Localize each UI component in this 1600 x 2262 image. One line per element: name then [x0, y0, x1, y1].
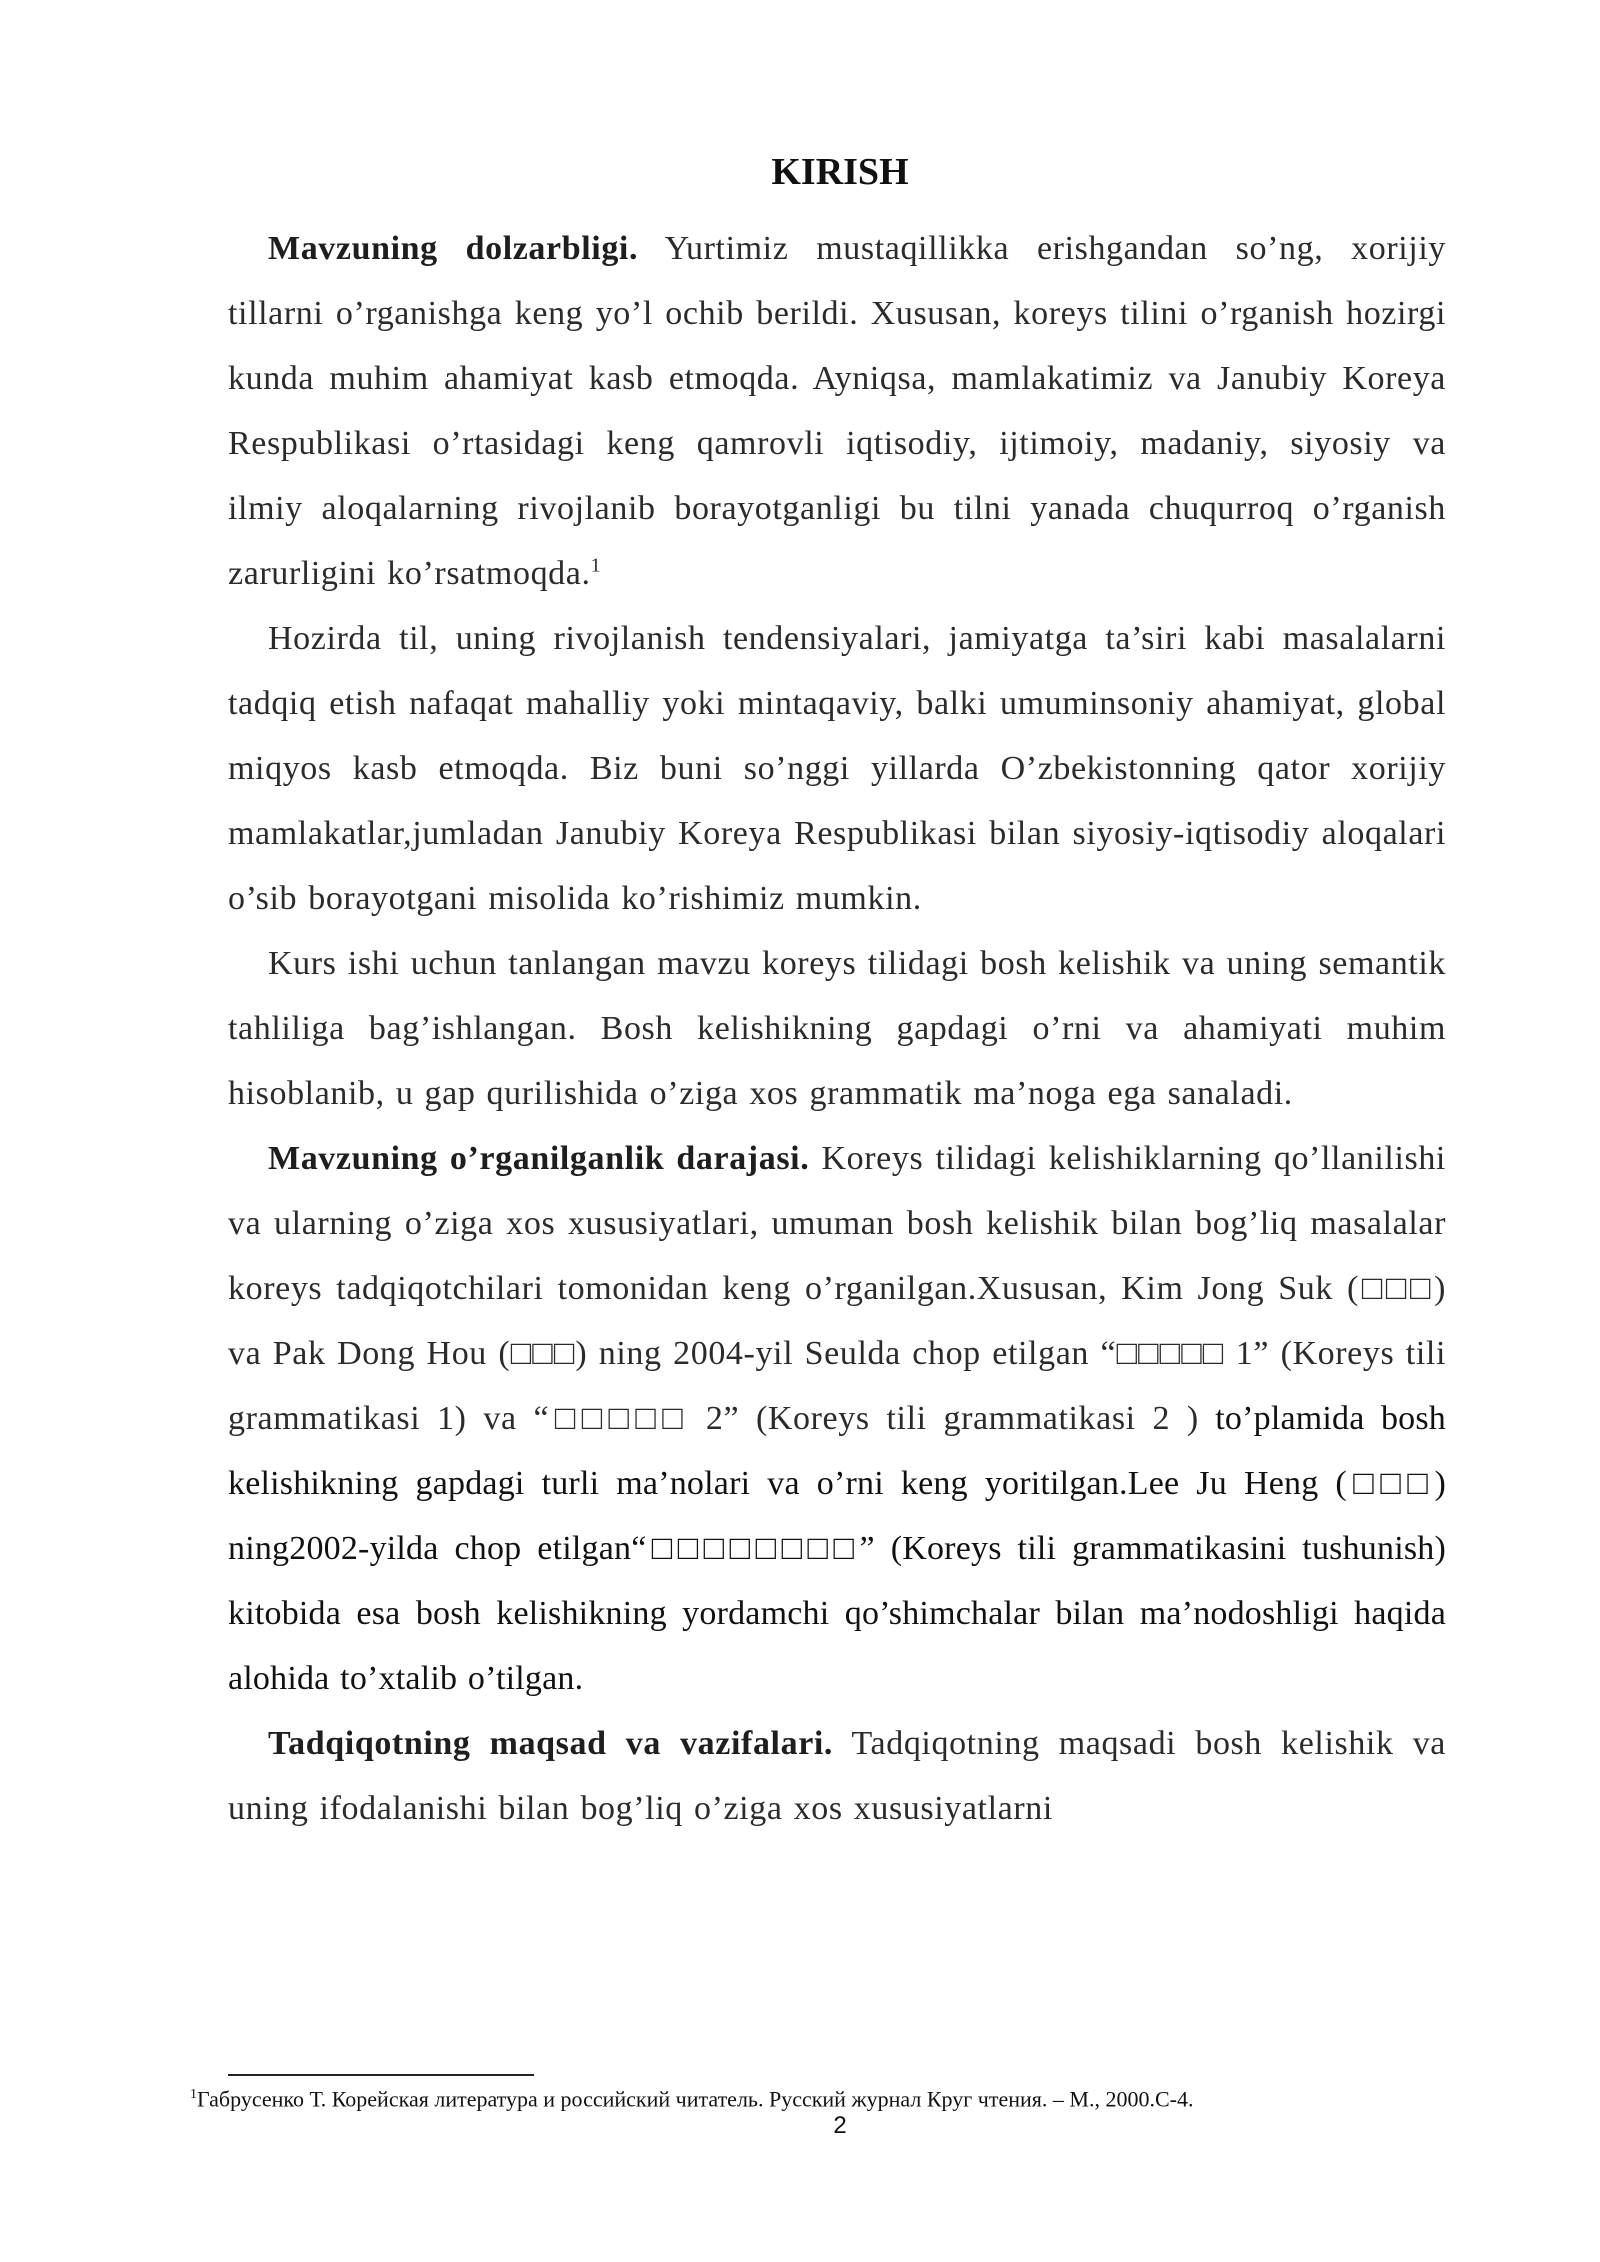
footnote-text: Габрусенко Т. Корейская литература и российский читатель. Русский журнал Круг чтения. – М., 2000.С-4.	[197, 2086, 1194, 2112]
paragraph-lead: Mavzuning o’rganilganlik darajasi.	[268, 1140, 810, 1177]
paragraph-text: Tadqiqotning maqsadi bosh kelishik va uning ifodalanishi bilan bog’liq o’ziga xos xususiyatlarni	[228, 1725, 1446, 1827]
page-number: 2	[833, 2112, 847, 2139]
footnote	[190, 2080, 1490, 2114]
paragraph-context	[228, 606, 1446, 931]
footnote-mark: 1	[190, 2087, 197, 2102]
page-title: KIRISH	[771, 151, 909, 193]
paragraph-text: Yurtimiz mustaqillikka erishgandan so’ng, xorijiy tillarni o’rganishga keng yo’l ochib berildi. Xususan, koreys tilini o’rganish hozirgi kunda muhim ahamiyat kasb etmoqda. Ayniqsa, mamlakatimiz va Janubiy Koreya Respublikasi o’rtasidagi keng qamrovli iqtisodiy, ijtimoiy, madaniy, siyosiy va ilmiy aloqalarning rivojlanib borayotganligi bu tilni yanada chuqurroq o’rganish zarurligini ko’rsatmoqda.	[228, 230, 1446, 592]
paragraph-text: Koreys tilidagi kelishiklarning qo’llanilishi va ularning o’ziga xos xususiyatlari, umuman bosh kelishik bilan bog’liq masalalar koreys tadqiqotchilari tomonidan keng o’rganilgan.Xususan, Kim Jong Suk (□□□) va Pak Dong Hou (□□□) ning 2004-yil Seulda chop etilgan “□□□□□ 1” (Koreys tili grammatikasi 1) va “□□□□□ 2” (Koreys tili grammatikasi 2 )	[228, 1140, 1446, 1437]
paragraph-relevance	[228, 216, 1446, 606]
paragraph-literature-review	[228, 1126, 1446, 1711]
paragraph-text: Hozirda til, uning rivojlanish tendensiyalari, jamiyatga ta’siri kabi masalalarni tadqiq etish nafaqat mahalliy yoki mintaqaviy, balki umuminsoniy ahamiyat, global miqyos kasb etmoqda. Biz buni so’nggi yillarda O’zbekistonning qator xorijiy mamlakatlar,jumladan Janubiy Koreya Respublikasi bilan siyosiy-iqtisodiy aloqalari o’sib borayotgani misolida ko’rishimiz mumkin.	[228, 620, 1446, 917]
paragraph-text-continued: to’plamida bosh kelishikning gapdagi turli ma’nolari va o’rni keng yoritilgan.Lee Ju Heng (□□□) ning2002-yilda chop etilgan“□□□□□□□□” (Koreys tili grammatikasini tushunish) kitobida esa bosh kelishikning yordamchi qo’shimchalar bilan ma’nodoshligi haqida alohida to’xtalib o’tilgan.	[228, 1400, 1446, 1697]
paragraph-text: Kurs ishi uchun tanlangan mavzu koreys tilidagi bosh kelishik va uning semantik tahliliga bag’ishlangan. Bosh kelishikning gapdagi o’rni va ahamiyati muhim hisoblanib, u gap qurilishida o’ziga xos grammatik ma’noga ega sanaladi.	[228, 945, 1446, 1112]
body-text	[228, 216, 1446, 1841]
footnote-reference[interactable]: 1	[590, 554, 602, 577]
footnote-separator	[228, 2074, 534, 2076]
paragraph-topic	[228, 931, 1446, 1126]
paragraph-lead: Tadqiqotning maqsad va vazifalari.	[268, 1725, 834, 1762]
paragraph-goals	[228, 1711, 1446, 1841]
paragraph-lead: Mavzuning dolzarbligi.	[268, 230, 639, 267]
